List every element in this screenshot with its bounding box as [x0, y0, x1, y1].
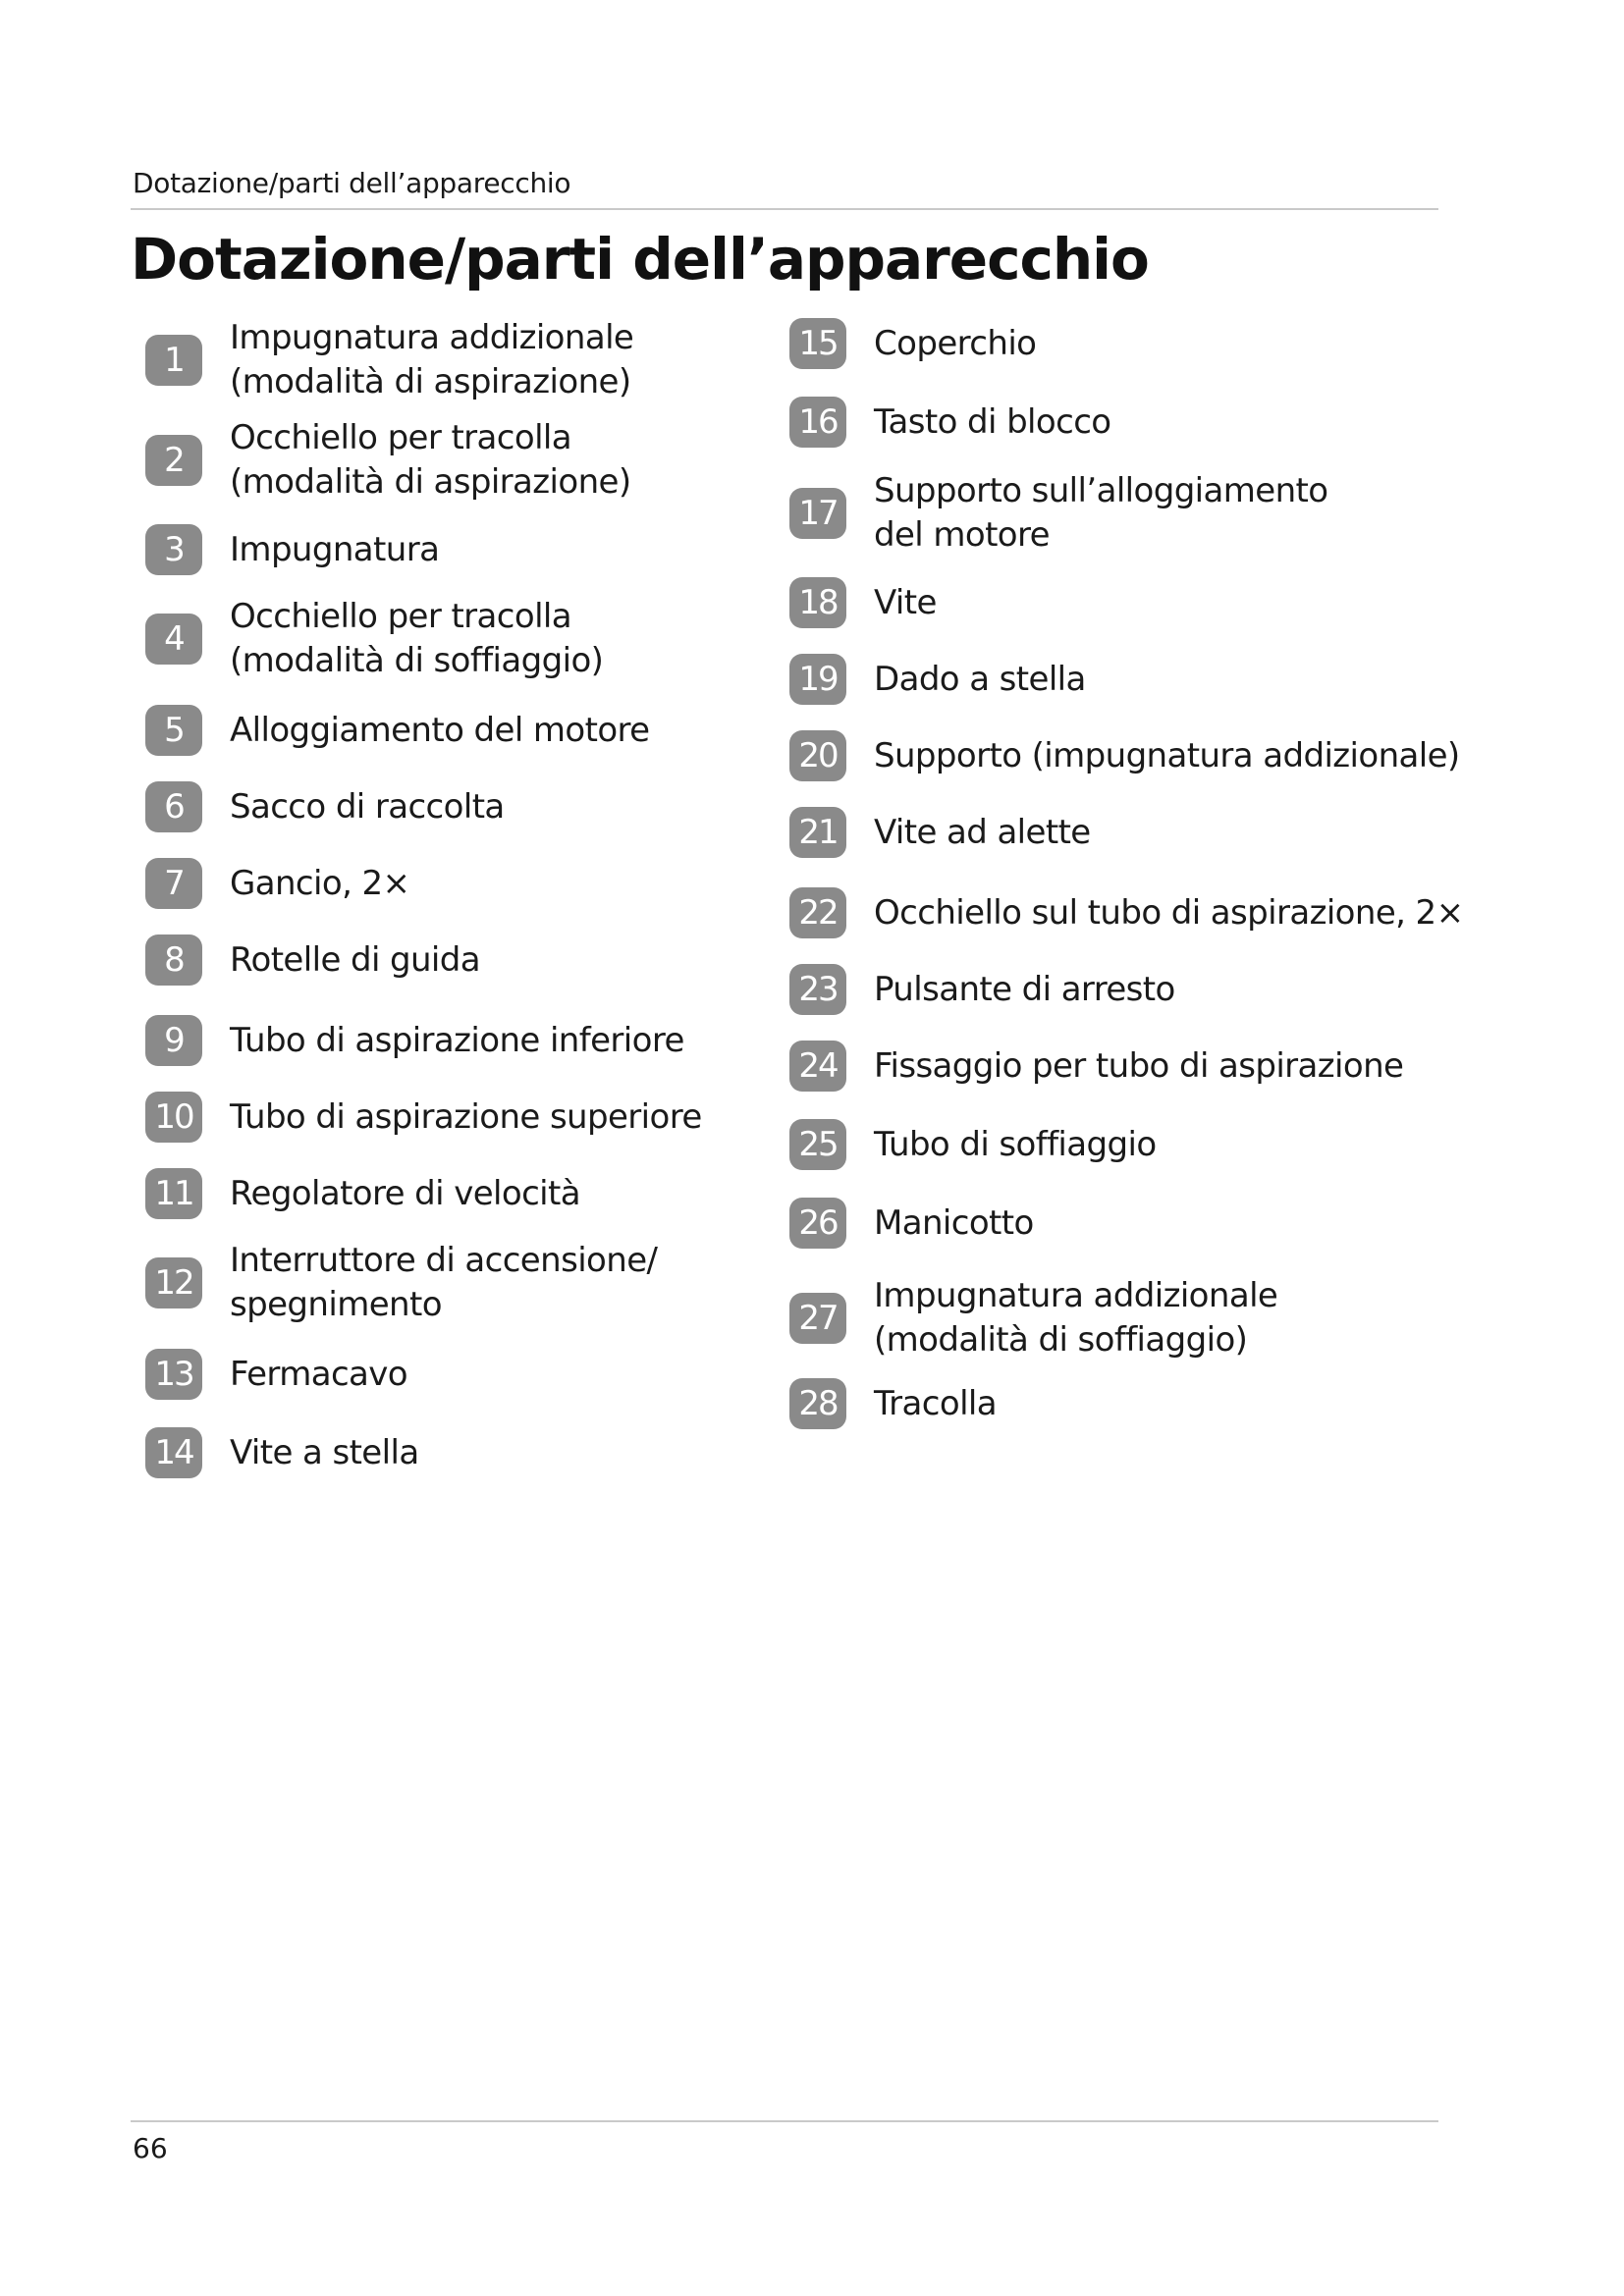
list-item — [145, 1239, 657, 1327]
item-label: Interruttore di accensione/ spegnimento — [230, 1241, 658, 1324]
item-number-badge: 12 — [145, 1257, 202, 1308]
list-item — [789, 1041, 1403, 1092]
item-number-badge: 22 — [789, 887, 846, 938]
item-label: Fissaggio per tubo di aspirazione — [874, 1045, 1404, 1086]
item-label: Tubo di soffiaggio — [874, 1124, 1157, 1164]
item-number-badge: 28 — [789, 1378, 846, 1429]
page-title: Dotazione/parti dell’apparecchio — [131, 226, 1149, 293]
item-label: Gancio, 2× — [230, 863, 410, 903]
item-label: Manicotto — [874, 1202, 1034, 1243]
item-label: Pulsante di arresto — [874, 969, 1175, 1009]
item-number-badge: 27 — [789, 1293, 846, 1344]
item-number-badge: 11 — [145, 1168, 202, 1219]
item-number-badge: 19 — [789, 654, 846, 705]
list-item — [789, 318, 1036, 369]
list-item — [145, 416, 631, 505]
item-label: Occhiello per tracolla (modalità di aspirazione) — [230, 418, 631, 502]
page-number: 66 — [133, 2132, 168, 2164]
item-number-badge: 14 — [145, 1427, 202, 1478]
item-label: Tracolla — [874, 1383, 998, 1423]
list-item — [789, 1119, 1157, 1170]
item-label: Tubo di aspirazione inferiore — [230, 1020, 684, 1060]
item-label: Alloggiamento del motore — [230, 710, 650, 750]
item-number-badge: 15 — [789, 318, 846, 369]
item-number-badge: 18 — [789, 577, 846, 628]
item-number-badge: 9 — [145, 1015, 202, 1066]
item-number-badge: 21 — [789, 807, 846, 858]
list-item — [789, 887, 1463, 938]
item-label: Occhiello per tracolla (modalità di soffiaggio) — [230, 597, 604, 680]
item-number-badge: 25 — [789, 1119, 846, 1170]
footer-divider — [131, 2120, 1438, 2122]
header-divider — [131, 208, 1438, 210]
item-number-badge: 17 — [789, 488, 846, 539]
item-number-badge: 2 — [145, 435, 202, 486]
item-label: Impugnatura — [230, 529, 440, 569]
list-item — [789, 964, 1175, 1015]
item-label: Fermacavo — [230, 1354, 408, 1394]
list-item — [145, 1092, 702, 1143]
item-number-badge: 5 — [145, 705, 202, 756]
item-number-badge: 10 — [145, 1092, 202, 1143]
list-item — [789, 397, 1111, 448]
item-label: Dado a stella — [874, 659, 1086, 699]
list-item — [789, 1378, 997, 1429]
item-label: Tubo di aspirazione superiore — [230, 1096, 702, 1137]
list-item — [145, 781, 505, 832]
list-item — [789, 654, 1086, 705]
item-label: Supporto sull’alloggiamento del motore — [874, 471, 1328, 555]
item-number-badge: 7 — [145, 858, 202, 909]
list-item — [789, 1198, 1034, 1249]
item-label: Vite ad alette — [874, 812, 1091, 852]
running-header: Dotazione/parti dell’apparecchio — [133, 167, 571, 199]
item-label: Vite — [874, 582, 937, 622]
list-item — [145, 858, 409, 909]
item-number-badge: 23 — [789, 964, 846, 1015]
item-number-badge: 8 — [145, 934, 202, 986]
list-item — [145, 595, 603, 683]
item-label: Vite a stella — [230, 1432, 419, 1472]
list-item — [145, 1349, 407, 1400]
item-label: Rotelle di guida — [230, 939, 480, 980]
list-item — [789, 469, 1327, 558]
item-label: Supporto (impugnatura addizionale) — [874, 735, 1460, 775]
item-label: Sacco di raccolta — [230, 786, 505, 827]
item-number-badge: 4 — [145, 614, 202, 665]
list-item — [145, 1015, 684, 1066]
item-label: Tasto di blocco — [874, 401, 1111, 442]
list-item — [145, 316, 633, 404]
list-item — [789, 1274, 1277, 1362]
item-number-badge: 1 — [145, 335, 202, 386]
item-number-badge: 26 — [789, 1198, 846, 1249]
list-item — [145, 524, 439, 575]
list-item — [145, 705, 649, 756]
item-label: Impugnatura addizionale (modalità di aspirazione) — [230, 318, 634, 401]
item-label: Coperchio — [874, 323, 1037, 363]
item-label: Regolatore di velocità — [230, 1173, 580, 1213]
item-number-badge: 16 — [789, 397, 846, 448]
item-number-badge: 24 — [789, 1041, 846, 1092]
item-label: Impugnatura addizionale (modalità di soffiaggio) — [874, 1276, 1278, 1360]
item-label: Occhiello sul tubo di aspirazione, 2× — [874, 892, 1464, 933]
item-number-badge: 20 — [789, 730, 846, 781]
list-item — [789, 577, 937, 628]
list-item — [145, 1168, 580, 1219]
item-number-badge: 13 — [145, 1349, 202, 1400]
list-item — [145, 1427, 419, 1478]
item-number-badge: 3 — [145, 524, 202, 575]
list-item — [145, 934, 480, 986]
item-number-badge: 6 — [145, 781, 202, 832]
list-item — [789, 807, 1091, 858]
list-item — [789, 730, 1460, 781]
